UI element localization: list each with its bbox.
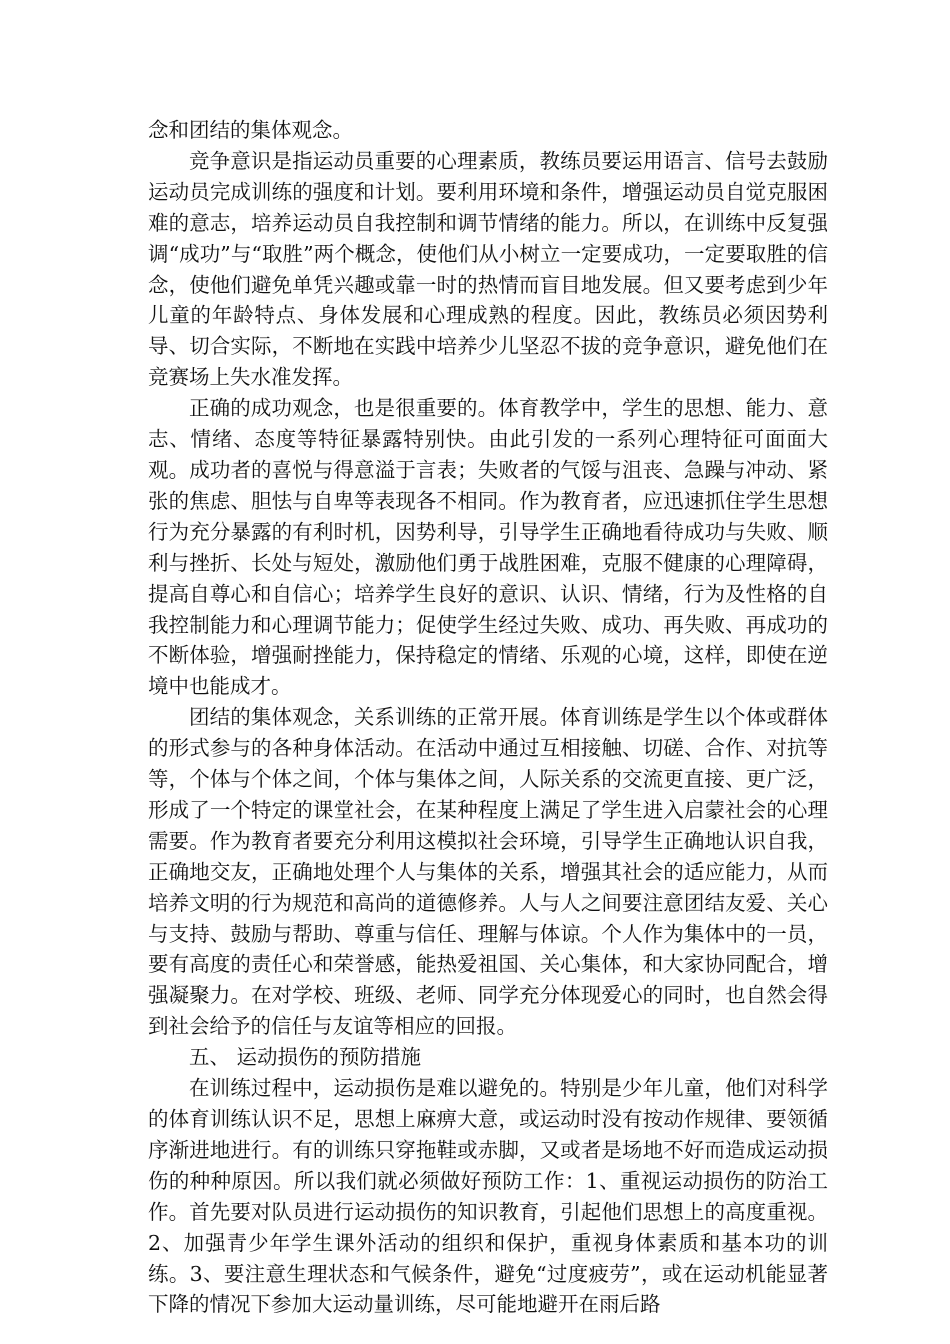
body-text: [148, 115, 828, 1320]
paragraph-success-concept: 正确的成功观念，也是很重要的。体育教学中，学生的思想、能力、意志、情绪、态度等特征暴露特别快。由此引发的一系列心理特征可面面大观。成功者的喜悦与得意溢于言表；失败者的气馁与沮丧、急躁与冲动、紧张的焦虑、胆怯与自卑等表现各不相同。作为教育者，应迅速抓住学生思想行为充分暴露的有利时机，因势利导，引导学生正确地看待成功与失败、顺利与挫折、长处与短处，激励他们勇于战胜困难，克服不健康的心理障碍，提高自尊心和自信心；培养学生良好的意识、认识、情绪，行为及性格的自我控制能力和心理调节能力；促使学生经过失败、成功、再失败、再成功的不断体验，增强耐挫能力，保持稳定的情绪、乐观的心境，这样，即使在逆境中也能成才。: [148, 396, 828, 699]
paragraph-continuation: 念和团结的集体观念。: [148, 118, 353, 142]
section-heading-injury-prevention: 五、 运动损伤的预防措施: [189, 1045, 422, 1070]
paragraph-competition-awareness: 竞争意识是指运动员重要的心理素质，教练员要运用语言、信号去鼓励运动员完成训练的强度和计划。要利用环境和条件，增强运动员自觉克服困难的意志，培养运动员自我控制和调节情绪的能力。所以，在训练中反复强调“成功”与“取胜”两个概念，使他们从小树立一定要成功，一定要取胜的信念，使他们避免单凭兴趣或靠一时的热情而盲目地发展。但又要考虑到少年儿童的年龄特点、身体发展和心理成熟的程度。因此，教练员必须因势利导、切合实际，不断地在实践中培养少儿坚忍不拔的竞争意识，避免他们在竞赛场上失水准发挥。: [148, 148, 828, 390]
paragraph-collective-concept: 团结的集体观念，关系训练的正常开展。体育训练是学生以个体或群体的形式参与的各种身体活动。在活动中通过互相接触、切磋、合作、对抗等等，个体与个体之间，个体与集体之间，人际关系的交流更直接、更广泛，形成了一个特定的课堂社会，在某种程度上满足了学生进入启蒙社会的心理需要。作为教育者要充分利用这模拟社会环境，引导学生正确地认识自我，正确地交友，正确地处理个人与集体的关系，增强其社会的适应能力，从而培养文明的行为规范和高尚的道德修养。人与人之间要注意团结友爱、关心与支持、鼓励与帮助、尊重与信任、理解与体谅。个人作为集体中的一员，要有高度的责任心和荣誉感，能热爱祖国、关心集体，和大家协同配合，增强凝聚力。在对学校、班级、老师、同学充分体现爱心的同时，也自然会得到社会给予的信任与友谊等相应的回报。: [148, 705, 828, 1039]
paragraph-injury-prevention: 在训练过程中，运动损伤是难以避免的。特别是少年儿童，他们对科学的体育训练认识不足，思想上麻痹大意，或运动时没有按动作规律、要领循序渐进地进行。有的训练只穿拖鞋或赤脚，又或者是场地不好而造成运动损伤的种种原因。所以我们就必须做好预防工作：1、重视运动损伤的防治工作。首先要对队员进行运动损伤的知识教育，引起他们思想上的高度重视。2、加强青少年学生课外活动的组织和保护，重视身体素质和基本功的训练。3、要注意生理状态和气候条件，避免“过度疲劳”，或在运动机能显著下降的情况下参加大运动量训练，尽可能地避开在雨后路: [148, 1076, 828, 1317]
